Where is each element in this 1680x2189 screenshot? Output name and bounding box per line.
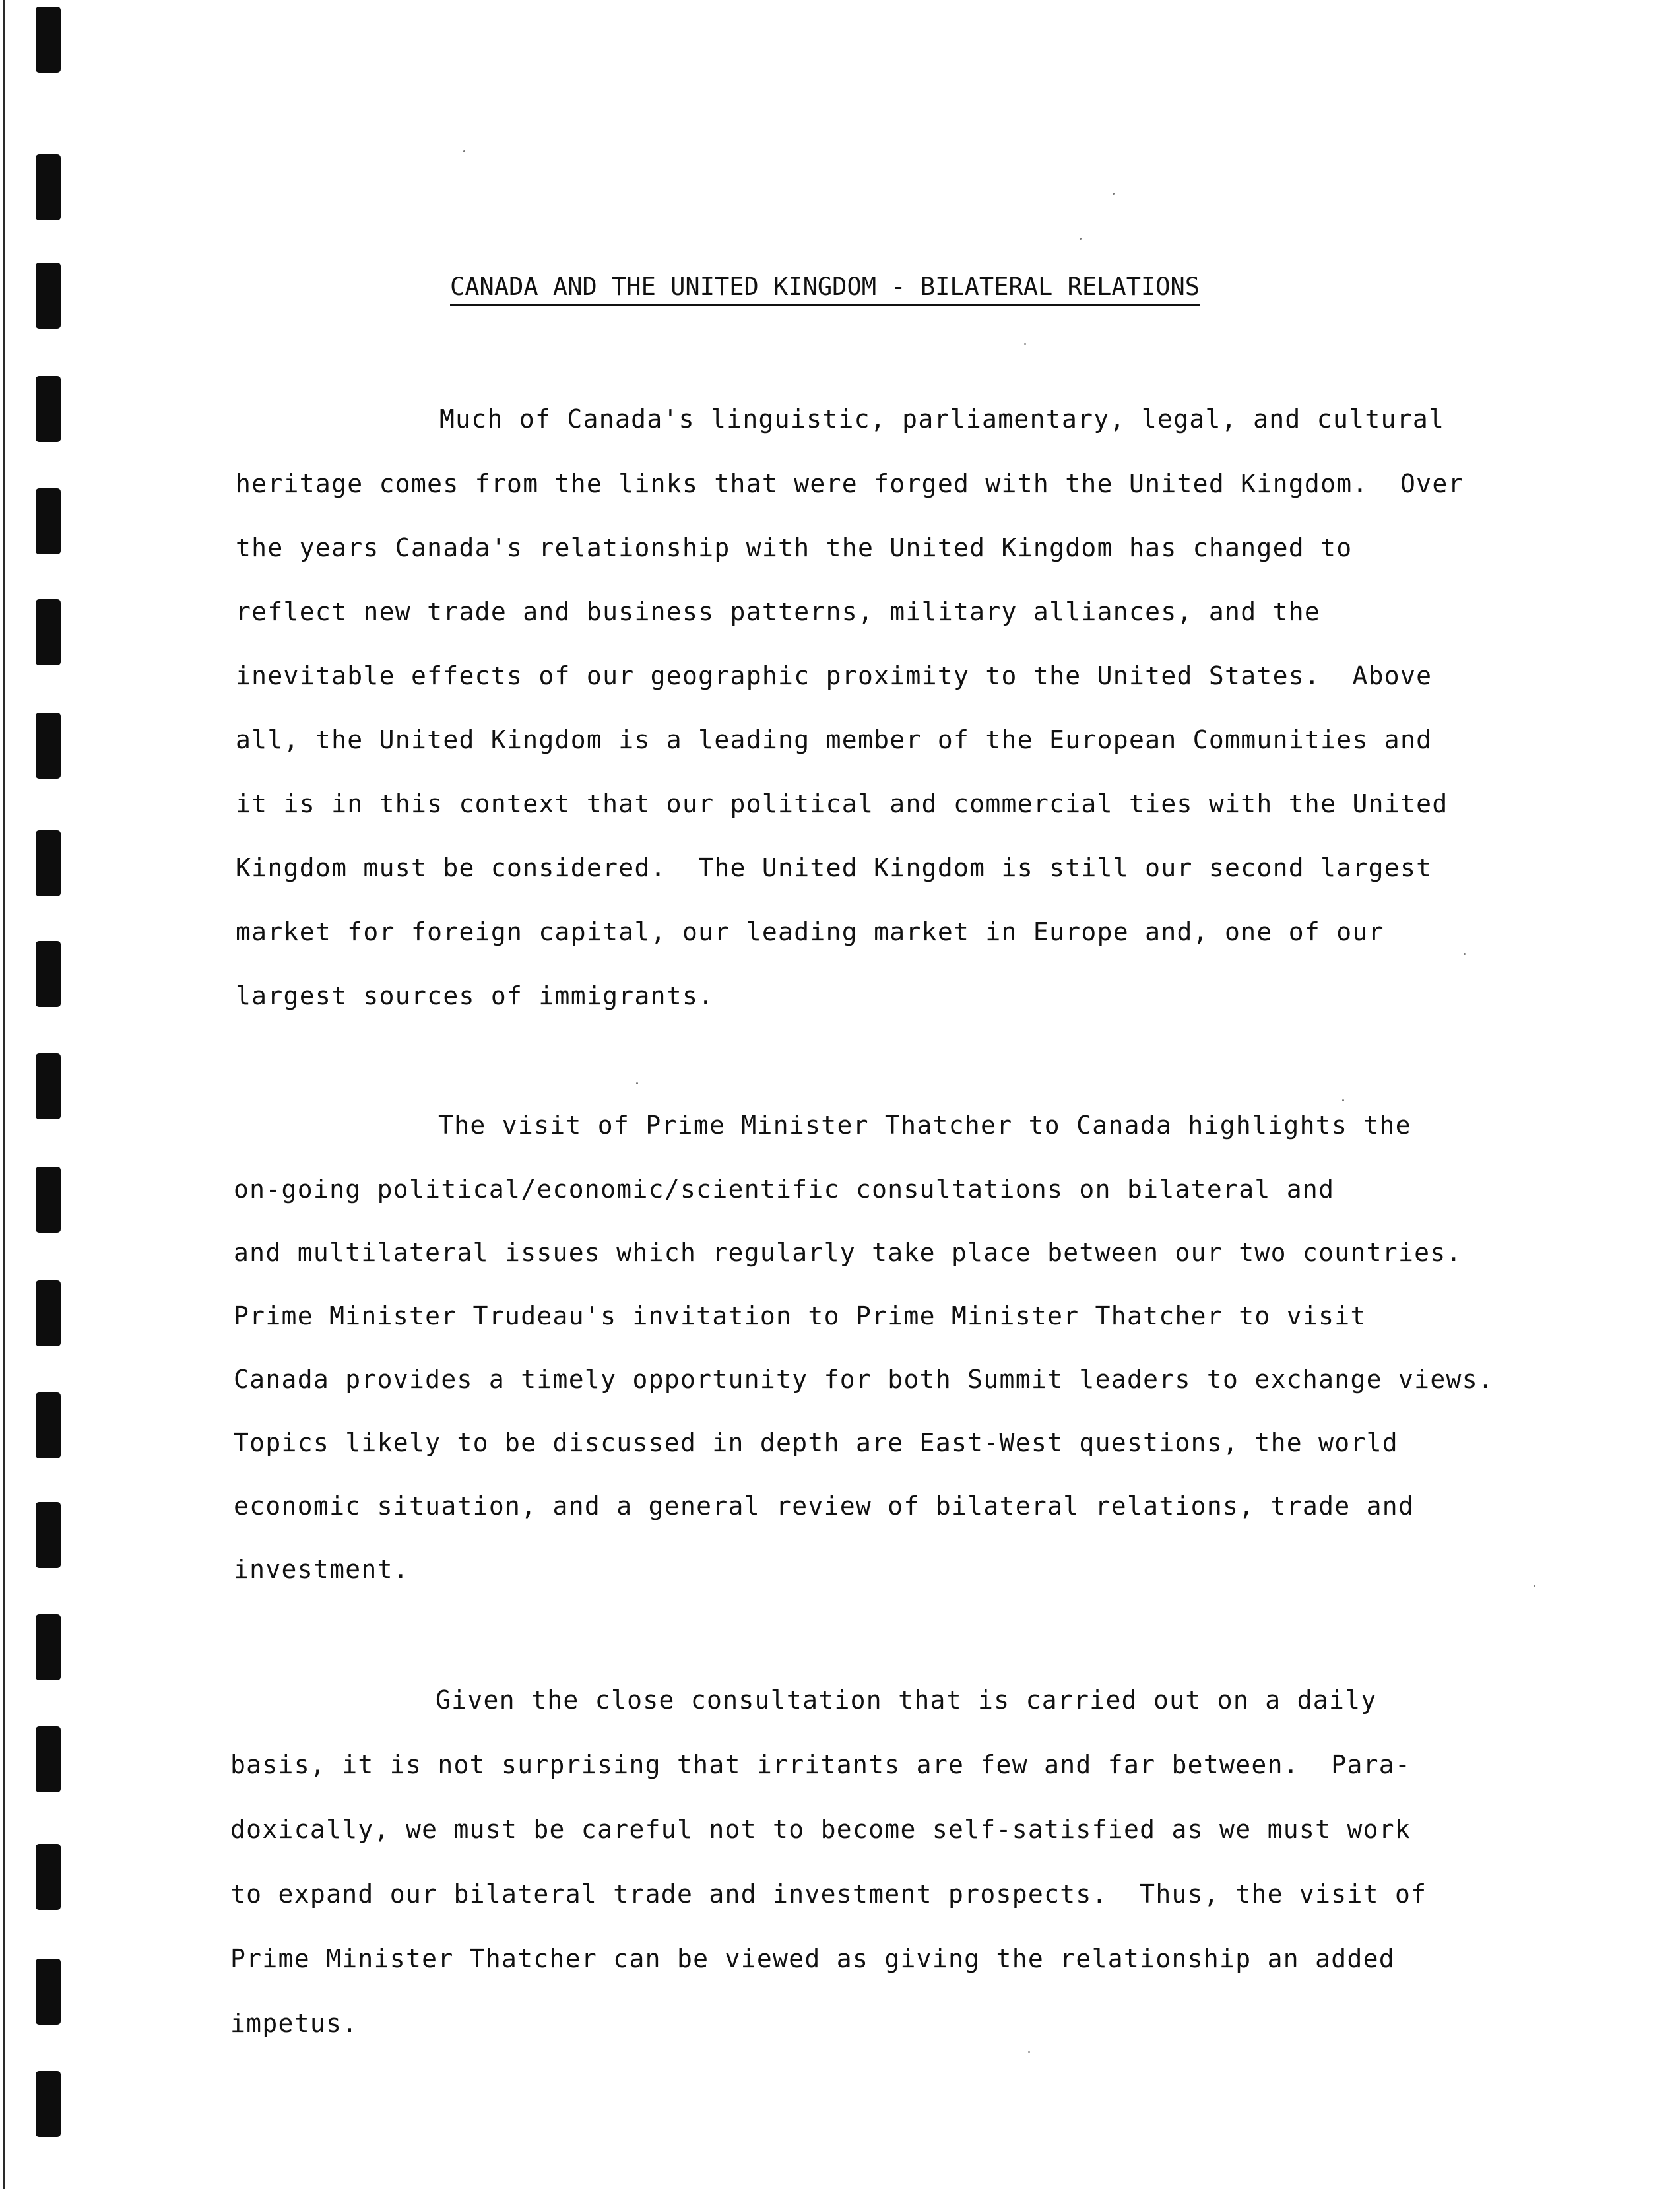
binder-hole: [36, 1053, 61, 1119]
paragraph-line: to expand our bilateral trade and investment prospects. Thus, the visit of: [230, 1879, 1427, 1909]
binder-hole: [36, 1726, 61, 1792]
paragraph-line: market for foreign capital, our leading market in Europe and, one of our: [236, 917, 1384, 946]
binder-hole: [36, 263, 61, 329]
binder-hole: [36, 488, 61, 554]
binder-hole: [36, 1392, 61, 1458]
binder-hole: [36, 2071, 61, 2137]
binder-hole: [36, 1614, 61, 1680]
binder-hole: [36, 599, 61, 665]
page-left-edge: [3, 0, 5, 2189]
paragraph-line: heritage comes from the links that were forged with the United Kingdom. Over: [236, 469, 1464, 498]
paragraph-line: on-going political/economic/scientific consultations on bilateral and: [234, 1175, 1335, 1204]
scan-speck: [1080, 238, 1082, 240]
paragraph-line: Given the close consultation that is carried out on a daily: [436, 1685, 1377, 1715]
scan-speck: [1464, 953, 1466, 955]
binder-hole: [36, 1280, 61, 1346]
paragraph-line: Kingdom must be considered. The United Kingdom is still our second largest: [236, 853, 1433, 882]
binder-hole: [36, 941, 61, 1007]
scan-speck: [1028, 2051, 1030, 2053]
paragraph-line: doxically, we must be careful not to become self-satisfied as we must work: [230, 1815, 1411, 1844]
paragraph-line: Prime Minister Thatcher can be viewed as giving the relationship an added: [230, 1944, 1395, 1973]
paragraph-line: investment.: [234, 1555, 409, 1584]
paragraph-line: all, the United Kingdom is a leading member of the European Communities and: [236, 725, 1433, 754]
binder-hole: [36, 713, 61, 779]
binder-hole: [36, 376, 61, 442]
paragraph-line: inevitable effects of our geographic proximity to the United States. Above: [236, 661, 1433, 690]
binder-hole: [36, 1502, 61, 1568]
paragraph-line: and multilateral issues which regularly take place between our two countries.: [234, 1238, 1462, 1267]
scan-speck: [636, 1082, 638, 1084]
scan-speck: [463, 150, 465, 152]
binder-hole: [36, 1844, 61, 1910]
binder-hole: [36, 830, 61, 896]
binder-hole: [36, 154, 61, 220]
paragraph-line: reflect new trade and business patterns, military alliances, and the: [236, 597, 1321, 626]
paragraph-line: largest sources of immigrants.: [236, 981, 715, 1010]
scan-speck: [1113, 193, 1115, 195]
paragraph-line: Canada provides a timely opportunity for both Summit leaders to exchange views.: [234, 1365, 1495, 1394]
paragraph-line: economic situation, and a general review of bilateral relations, trade and: [234, 1491, 1415, 1520]
paragraph-line: the years Canada's relationship with the United Kingdom has changed to: [236, 533, 1353, 562]
document-title: CANADA AND THE UNITED KINGDOM - BILATERAL RELATIONS: [450, 272, 1200, 306]
scan-speck: [1024, 343, 1026, 345]
binder-hole-strip: [36, 0, 69, 2189]
binder-hole: [36, 1959, 61, 2025]
paragraph-line: The visit of Prime Minister Thatcher to Canada highlights the: [438, 1111, 1411, 1140]
scan-speck: [1342, 1099, 1344, 1101]
scan-speck: [1534, 1585, 1535, 1587]
binder-hole: [36, 1167, 61, 1233]
paragraph-line: basis, it is not surprising that irritants are few and far between. Para-: [230, 1750, 1411, 1779]
paragraph-line: Topics likely to be discussed in depth are East-West questions, the world: [234, 1428, 1398, 1457]
binder-hole: [36, 7, 61, 73]
paragraph-line: it is in this context that our political and commercial ties with the United: [236, 789, 1448, 818]
paragraph-line: impetus.: [230, 2009, 358, 2038]
paragraph-line: Prime Minister Trudeau's invitation to Prime Minister Thatcher to visit: [234, 1301, 1367, 1330]
paragraph-line: Much of Canada's linguistic, parliamentary, legal, and cultural: [439, 405, 1445, 434]
